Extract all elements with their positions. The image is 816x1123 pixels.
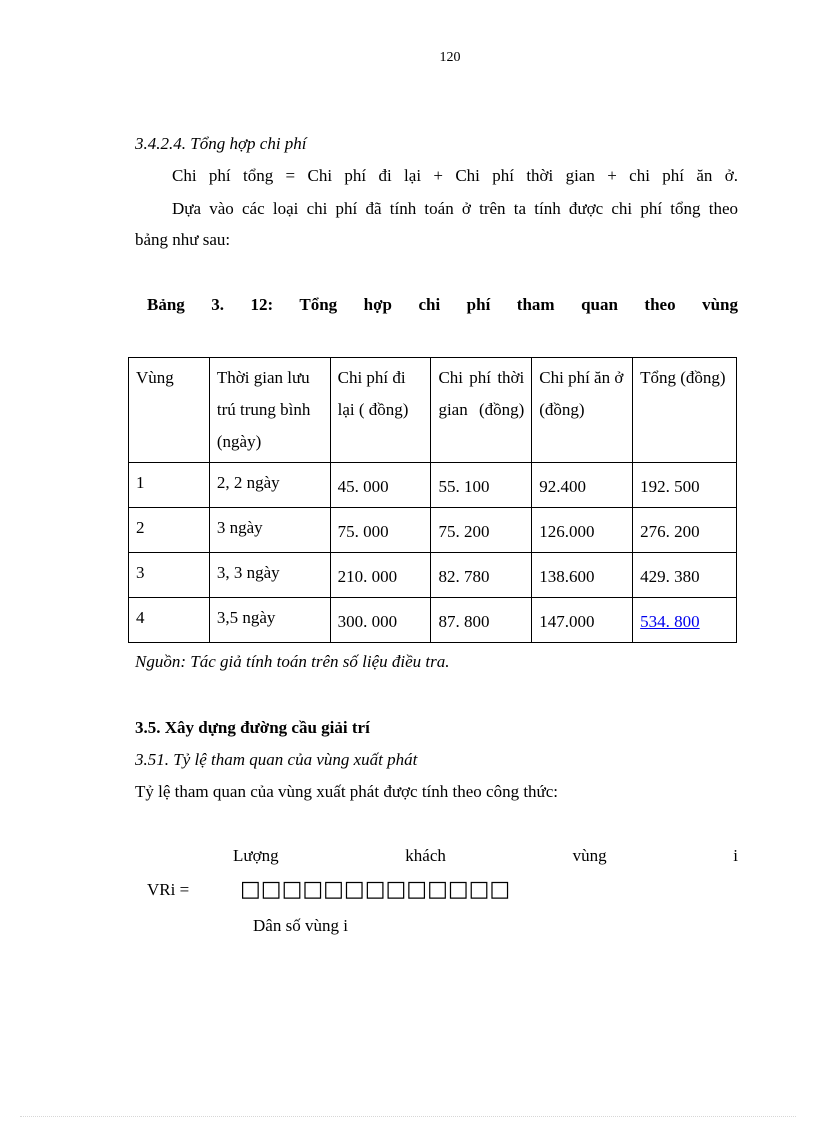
paragraph-line-1: Dựa vào các loại chi phí đã tính toán ở trên ta tính được chi phí tổng theo [172, 199, 738, 218]
page-number: 120 [439, 50, 461, 65]
header-cell-accommodation-cost: Chi phí ăn ở (đồng) [532, 358, 633, 463]
cell-time-cost: 82. 780 [431, 553, 532, 598]
header-cell-travel-cost: Chi phí đi lại ( đồng) [330, 358, 431, 463]
header-cell-total: Tổng (đồng) [633, 358, 737, 463]
table-row [129, 463, 737, 508]
cell-total: 192. 500 [633, 463, 737, 508]
page-bottom-divider [20, 1116, 796, 1117]
cell-stay-duration: 3,5 ngày [209, 598, 330, 643]
section-heading-3-5: 3.5. Xây dựng đường cầu giải trí [135, 718, 370, 737]
cell-stay-duration: 3 ngày [209, 508, 330, 553]
cell-accommodation-cost: 138.600 [532, 553, 633, 598]
cell-time-cost: 87. 800 [431, 598, 532, 643]
cell-total: 429. 380 [633, 553, 737, 598]
cell-travel-cost: 75. 000 [330, 508, 431, 553]
cell-travel-cost: 210. 000 [330, 553, 431, 598]
formula-numerator: Lượng khách vùng i [233, 846, 738, 865]
cell-travel-cost: 300. 000 [330, 598, 431, 643]
table-row [129, 553, 737, 598]
formula-denominator: Dân số vùng i [253, 916, 348, 935]
source-note: Nguồn: Tác giả tính toán trên số liệu điều tra. [135, 652, 450, 671]
cell-stay-duration: 3, 3 ngày [209, 553, 330, 598]
header-cell-region: Vùng [129, 358, 210, 463]
table-row [129, 598, 737, 643]
header-cell-stay-duration: Thời gian lưu trú trung bình (ngày) [209, 358, 330, 463]
total-hyperlink[interactable]: 534. 800 [640, 612, 700, 631]
cell-stay-duration: 2, 2 ngày [209, 463, 330, 508]
cell-time-cost: 55. 100 [431, 463, 532, 508]
cell-time-cost: 75. 200 [431, 508, 532, 553]
section-heading-3-5-1: 3.51. Tỷ lệ tham quan của vùng xuất phát [135, 750, 418, 769]
table-row [129, 508, 737, 553]
cost-summary-table [128, 357, 737, 643]
cell-region: 2 [129, 508, 210, 553]
cell-travel-cost: 45. 000 [330, 463, 431, 508]
cell-accommodation-cost: 92.400 [532, 463, 633, 508]
paragraph-line-2: bảng như sau: [135, 230, 231, 249]
section-heading-3-4-2-4: 3.4.2.4. Tổng hợp chi phí [135, 134, 307, 153]
cell-total: 276. 200 [633, 508, 737, 553]
cell-accommodation-cost: 126.000 [532, 508, 633, 553]
formula-intro: Tỷ lệ tham quan của vùng xuất phát được tính theo công thức: [135, 782, 559, 801]
table-caption: Bảng 3. 12: Tổng hợp chi phí tham quan theo vùng [147, 295, 738, 314]
table-header-row [129, 358, 737, 463]
cell-accommodation-cost: 147.000 [532, 598, 633, 643]
header-cell-time-cost: Chi phí thời gian (đồng) [431, 358, 532, 463]
cell-total [633, 598, 737, 643]
cell-region: 4 [129, 598, 210, 643]
cell-region: 3 [129, 553, 210, 598]
formula-fraction-bar: □□□□□□□□□□□□□ [240, 877, 511, 902]
formula-lhs: VRi = [147, 880, 190, 899]
formula-line: Chi phí tổng = Chi phí đi lại + Chi phí thời gian + chi phí ăn ở. [172, 166, 738, 185]
cell-region: 1 [129, 463, 210, 508]
